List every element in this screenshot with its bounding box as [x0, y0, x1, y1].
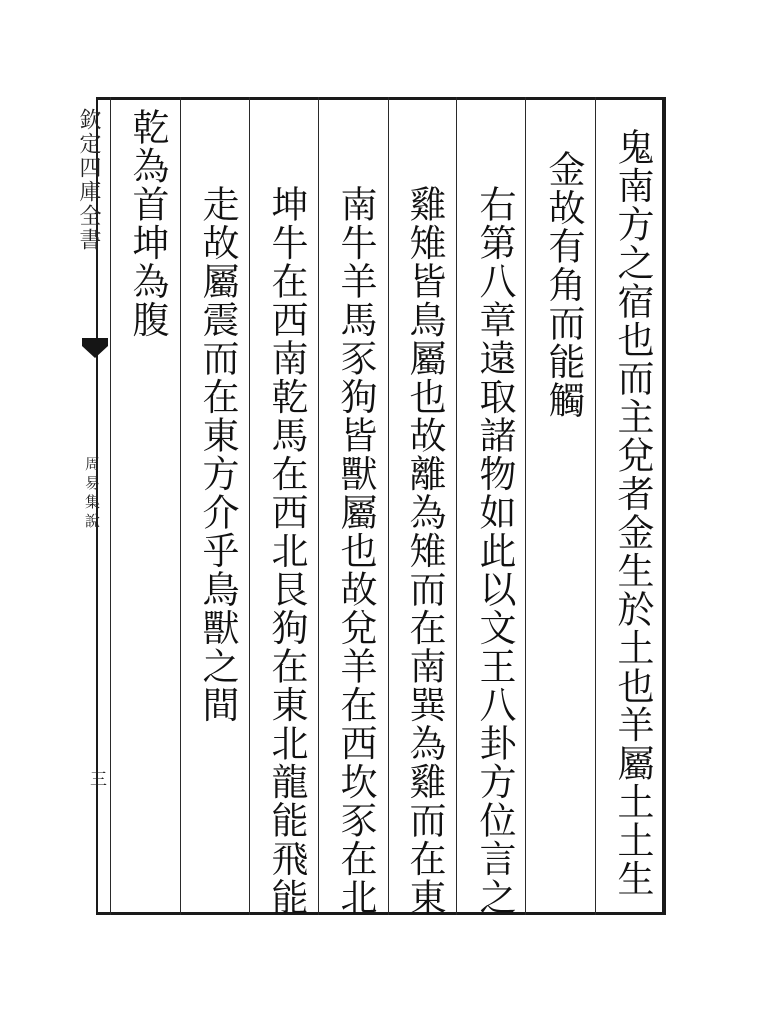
spine-book-title: 欽定四庫全書 — [76, 108, 101, 252]
text-column-6: 坤牛在西南乾馬在西北艮狗在東北龍能飛能 — [265, 185, 308, 917]
column-rule — [525, 97, 526, 915]
spine-section-title: 周易集說 — [83, 456, 101, 532]
text-column-7: 走故屬震而在東方介乎鳥獸之間 — [196, 185, 239, 724]
spine-page-number: 三 — [86, 770, 106, 787]
text-column-4: 雞雉皆鳥屬也故離為雉而在南巽為雞而在東 — [403, 185, 446, 917]
text-column-1: 鬼南方之宿也而主兌者金生於土也羊屬土土生 — [611, 128, 654, 898]
text-column-2: 金故有角而能觸 — [542, 150, 585, 420]
text-column-3: 右第八章遠取諸物如此以文王八卦方位言之 — [473, 185, 516, 917]
column-rule — [110, 97, 111, 915]
column-rule — [388, 97, 389, 915]
column-rule — [180, 97, 181, 915]
column-rule — [249, 97, 250, 915]
column-rule — [595, 97, 596, 915]
text-column-8: 乾為首坤為腹 — [126, 108, 169, 339]
column-rule — [318, 97, 319, 915]
column-rule — [456, 97, 457, 915]
text-column-5: 南牛羊馬豕狗皆獸屬也故兌羊在西坎豕在北 — [334, 185, 377, 917]
